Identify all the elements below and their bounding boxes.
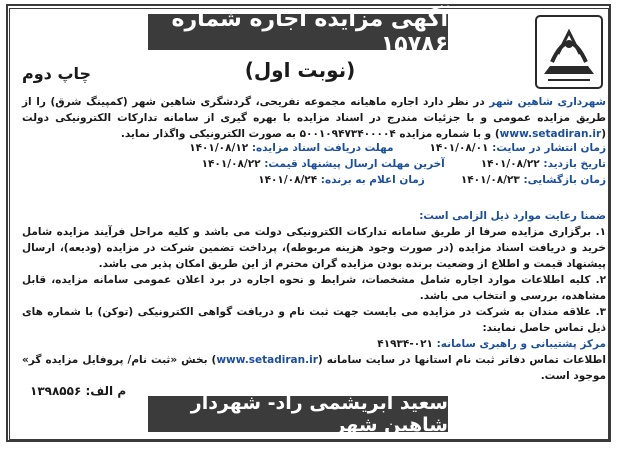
conditions-title: ضمنا رعایت موارد ذیل الزامی است: xyxy=(419,210,606,222)
municipality-logo-icon xyxy=(534,14,604,90)
last-offer-value: ۱۴۰۱/۰۸/۲۲ xyxy=(201,158,261,170)
support-value: ۰۲۱-۴۱۹۳۴ xyxy=(377,338,433,350)
intro-text-2: ) و با شماره مزایده ۵۰۰۱۰۹۴۷۳۴۰۰۰۰۴ به صورت الکترونیکی واگذار نماید. xyxy=(120,128,500,140)
info-text-1: اطلاعات تماس دفاتر ثبت نام استانها در سایت سامانه ( xyxy=(317,354,606,366)
date-row-2 xyxy=(22,156,606,172)
support-line xyxy=(22,336,606,352)
winner-value: ۱۴۰۱/۰۸/۲۴ xyxy=(258,174,318,186)
publish-value: ۱۴۰۱/۰۸/۰۱ xyxy=(429,142,489,154)
subtitle: (نوبت اول) xyxy=(244,58,356,82)
condition-item-3: ۳. علاقه مندان به شرکت در مزایده می بایست جهت ثبت نام و دریافت گواهی الکترونیکی (توکن) با شماره های ذیل تماس حاصل نمایند: xyxy=(22,306,606,334)
last-offer-label: آخرین مهلت ارسال پیشنهاد قیمت: xyxy=(264,158,445,170)
visit-label: تاریخ بازدید: xyxy=(543,158,606,170)
deadline-docs-value: ۱۴۰۱/۰۸/۱۲ xyxy=(189,142,249,154)
date-row-3 xyxy=(22,172,606,188)
intro-text-1: در نظر دارد اجاره ماهیانه مجموعه تفریحی، گردشگری شاهین شهر (کمپینگ شرق) را از طریق مزایده عمومی و با جزئیات مندرج در اسناد مزایده با بهره گیری از سامانه تدارکات الکترونیکی دولت ( xyxy=(22,96,606,140)
info-text-2: ) بخش «ثبت نام/ پروفایل مزایده گر» موجود است. xyxy=(22,354,606,382)
print-label: چاپ دوم xyxy=(22,64,92,83)
intro-paragraph xyxy=(22,94,606,142)
title-banner xyxy=(148,7,448,57)
condition-item-1: ۱. برگزاری مزایده صرفا از طریق سامانه تدارکات الکترونیکی دولت می باشد و کلیه مراحل فرآیند مزایده شامل خرید و دریافت اسناد مزایده (در صورت وجود هزینه مربوطه)، پرداخت تضمین شرکت در مزایده (ودیعه)، ارسال پیشنهاد قیمت و اطلاع از وضعیت برنده بودن مزایده گران محترم از این طریق امکان پذیر می باشد. xyxy=(22,226,606,270)
footer-banner xyxy=(148,392,448,436)
reference-number: م الف: ۱۳۹۸۵۵۶ xyxy=(30,384,127,398)
opening-value: ۱۴۰۱/۰۸/۲۳ xyxy=(460,174,520,186)
signature: سعید ابریشمی راد- شهردار شاهین شهر xyxy=(190,392,448,436)
winner-label: زمان اعلام به برنده: xyxy=(320,174,425,186)
publish-label: زمان انتشار در سایت: xyxy=(492,142,606,154)
dates-section xyxy=(22,140,606,188)
info-website-link[interactable]: www.setadiran.ir xyxy=(216,354,318,366)
opening-label: زمان بازگشایی: xyxy=(523,174,606,186)
info-line xyxy=(22,352,606,384)
org-name: شهرداری شاهین شهر xyxy=(489,96,606,108)
condition-item-2: ۲. کلیه اطلاعات موارد اجاره شامل مشخصات، شرایط و نحوه اجاره در برد اعلان عمومی سامانه مزایده، قابل مشاهده، بررسی و انتخاب می باشد. xyxy=(22,274,606,302)
intro-website-link[interactable]: www.setadiran.ir xyxy=(499,128,602,140)
conditions-section xyxy=(22,208,606,384)
page-title: آگهی مزایده اجاره شماره ۱۵۷۸۶ xyxy=(171,7,448,57)
support-label: مرکز پشتیبانی و راهبری سامانه: xyxy=(436,338,606,350)
visit-value: ۱۴۰۱/۰۸/۲۲ xyxy=(480,158,540,170)
date-row-1 xyxy=(22,140,606,156)
deadline-docs-label: مهلت دریافت اسناد مزایده: xyxy=(251,142,394,154)
